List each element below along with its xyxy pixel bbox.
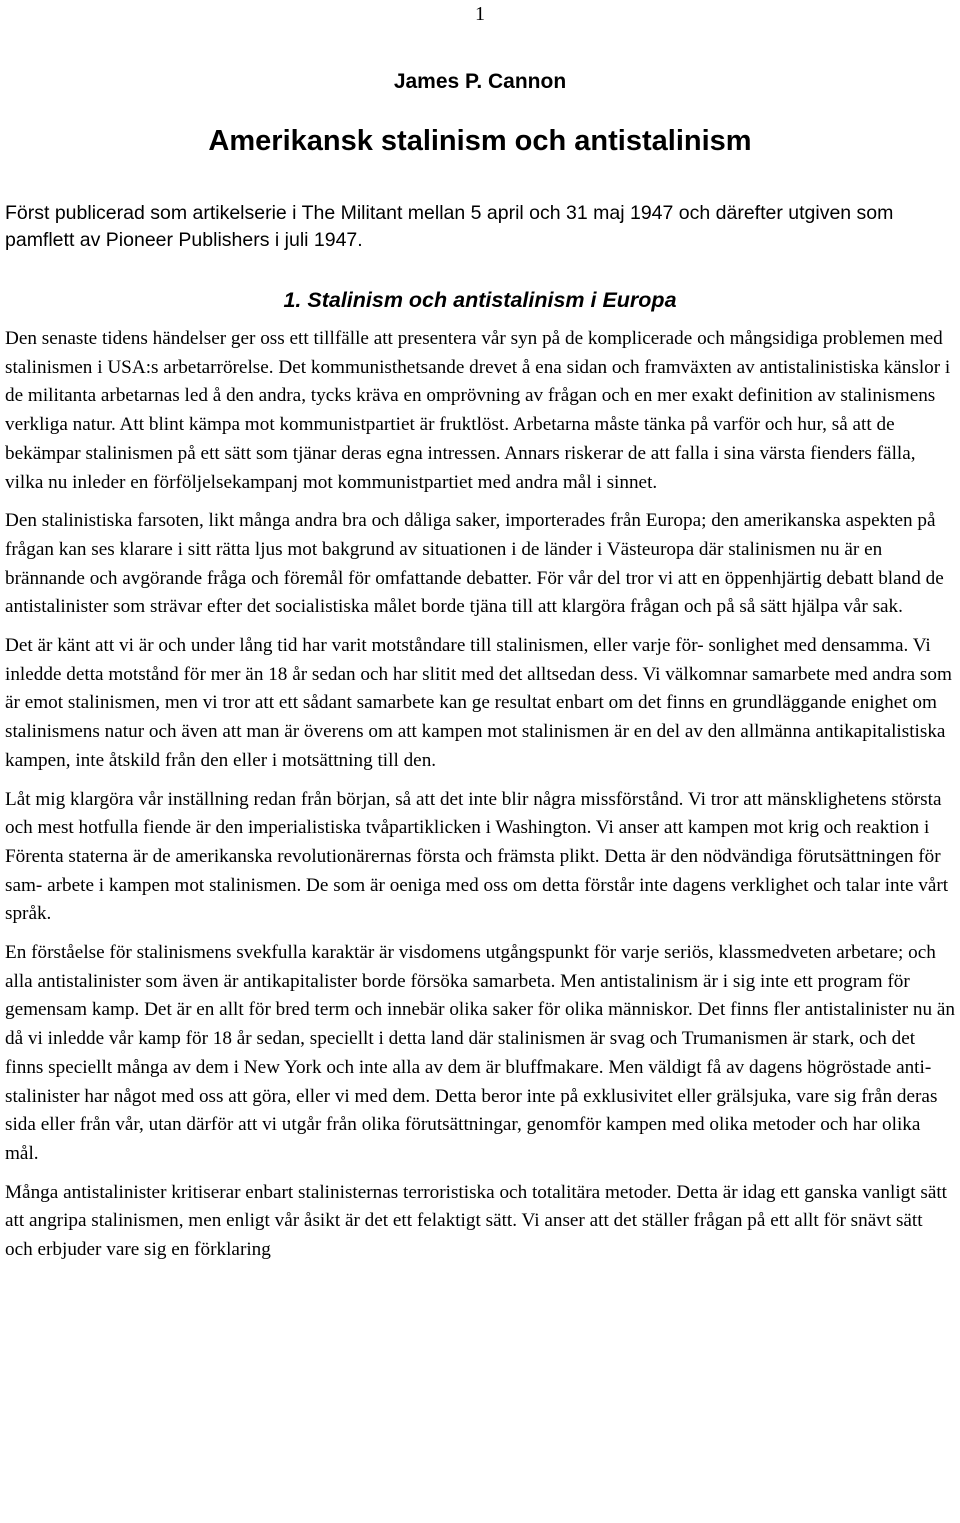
paragraph: Den stalinistiska farsoten, likt många andra bra och dåliga saker, importerades från Europa; den amerikanska aspekten på frågan kan ses klarare i sitt rätta ljus mot bakgrund av situationen i de länder i Västeuropa där stalinismen nu är en brännande och avgörande fråga och föremål för omfattande debatter. För vår del tror vi att en öppenhjärtig debatt bland de antistalinister som strävar efter det socialistiska målet borde tjäna till att klargöra frågan och på så sätt hjälpa vår sak. <box>5 510 944 618</box>
paragraph: Den senaste tidens händelser ger oss ett tillfälle att presentera vår syn på de komplicerade och mångsidiga problemen med stalinismen i USA:s arbetarrörelse. Det kommunisthetsande drevet å ena sidan och framväxten av antistalinistiska känslor i de militanta arbetarnas led å den andra, tycks kräva en omprövning av frågan och en mer exakt definition av stalinismens verkliga natur. Att blint kämpa mot kommunistpartiet är fruktlöst. Arbetarna måste tänka på varför och hur, så att de bekämpar stalinismen på ett sätt som tjänar deras egna intressen. Annars riskerar de att falla i sina värsta fienders fälla, vilka nu inleder en förföljelsekampanj mot kommunistpartiet med andra mål i sinnet. <box>5 328 951 493</box>
page-number: 1 <box>475 3 485 25</box>
paragraph: Många antistalinister kritiserar enbart stalinisternas terroristiska och totalitära metoder. Detta är idag ett ganska vanligt sätt att angripa stalinismen, men enligt vår åsikt är det ett felaktigt sätt. Vi anser att det ställer frågan på ett allt för snävt sätt och erbjuder vare sig en förklaring <box>5 1181 948 1261</box>
author-name: James P. Cannon <box>393 70 567 93</box>
publication-info: Först publicerad som artikelserie i The Militant mellan 5 april och 31 maj 1947 och därefter utgiven som pamflett av Pioneer Publishers i juli 1947. <box>5 202 894 251</box>
paragraph: Låt mig klargöra vår inställning redan från början, så att det inte blir några missförstånd. Vi tror att mänsklighetens största och mest hotfulla fiende är den imperialistiska tvåpartiklicken i Washington. Vi anser att kampen mot krig och reaktion i Förenta staterna är de amerikanska revolutionärernas första och främsta plikt. Detta är den nödvändiga förutsättningen för sam- arbete i kampen mot stalinismen. De som är oeniga med oss om detta förstår inte dagens verklighet och talar inte vårt språk. <box>5 788 949 925</box>
body-text <box>5 325 955 1275</box>
paragraph: Det är känt att vi är och under lång tid har varit motståndare till stalinismen, eller varje för- sonlighet med densamma. Vi inledde detta motstånd för mer än 18 år sedan och har slitit med det alltsedan dess. Vi välkomnar samarbete med andra som är emot stalinismen, men vi tror att ett sådant samarbete kan ge resultat enbart om det finns en grundläggande enighet om stalinismens natur och även att man är överens om att kampen mot stalinismen är en del av den allmänna antikapitalistiska kampen, inte åtskild från den eller i motsättning till den. <box>5 635 952 771</box>
paragraph: En förståelse för stalinismens svekfulla karaktär är visdomens utgångspunkt för varje seriös, klassmedveten arbetare; och alla antistalinister som även är antikapitalister borde försöka samarbeta. Men antistalinism är i sig inte ett program för gemensam kamp. Det är en allt för bred term och innebär olika saker för olika människor. Det finns fler antistalinister nu än då vi inledde vår kamp för 18 år sedan, speciellt i detta land där stalinismen är svag och Trumanismen är stark, och det finns speciellt många av dem i New York och inte alla av dem är bluffmakare. Men väldigt få av dagens högröstade anti-stalinister har något med oss att göra, eller vi med dem. Detta beror inte på exklusivitet eller grälsjuka, vare sig från deras sida eller från vår, utan därför att vi utgår från olika förutsättningar, genomför kampen med olika metoder och har olika mål. <box>5 942 956 1164</box>
document-title: Amerikansk stalinism och antistalinism <box>208 125 752 157</box>
section-heading: 1. Stalinism och antistalinism i Europa <box>283 288 677 312</box>
